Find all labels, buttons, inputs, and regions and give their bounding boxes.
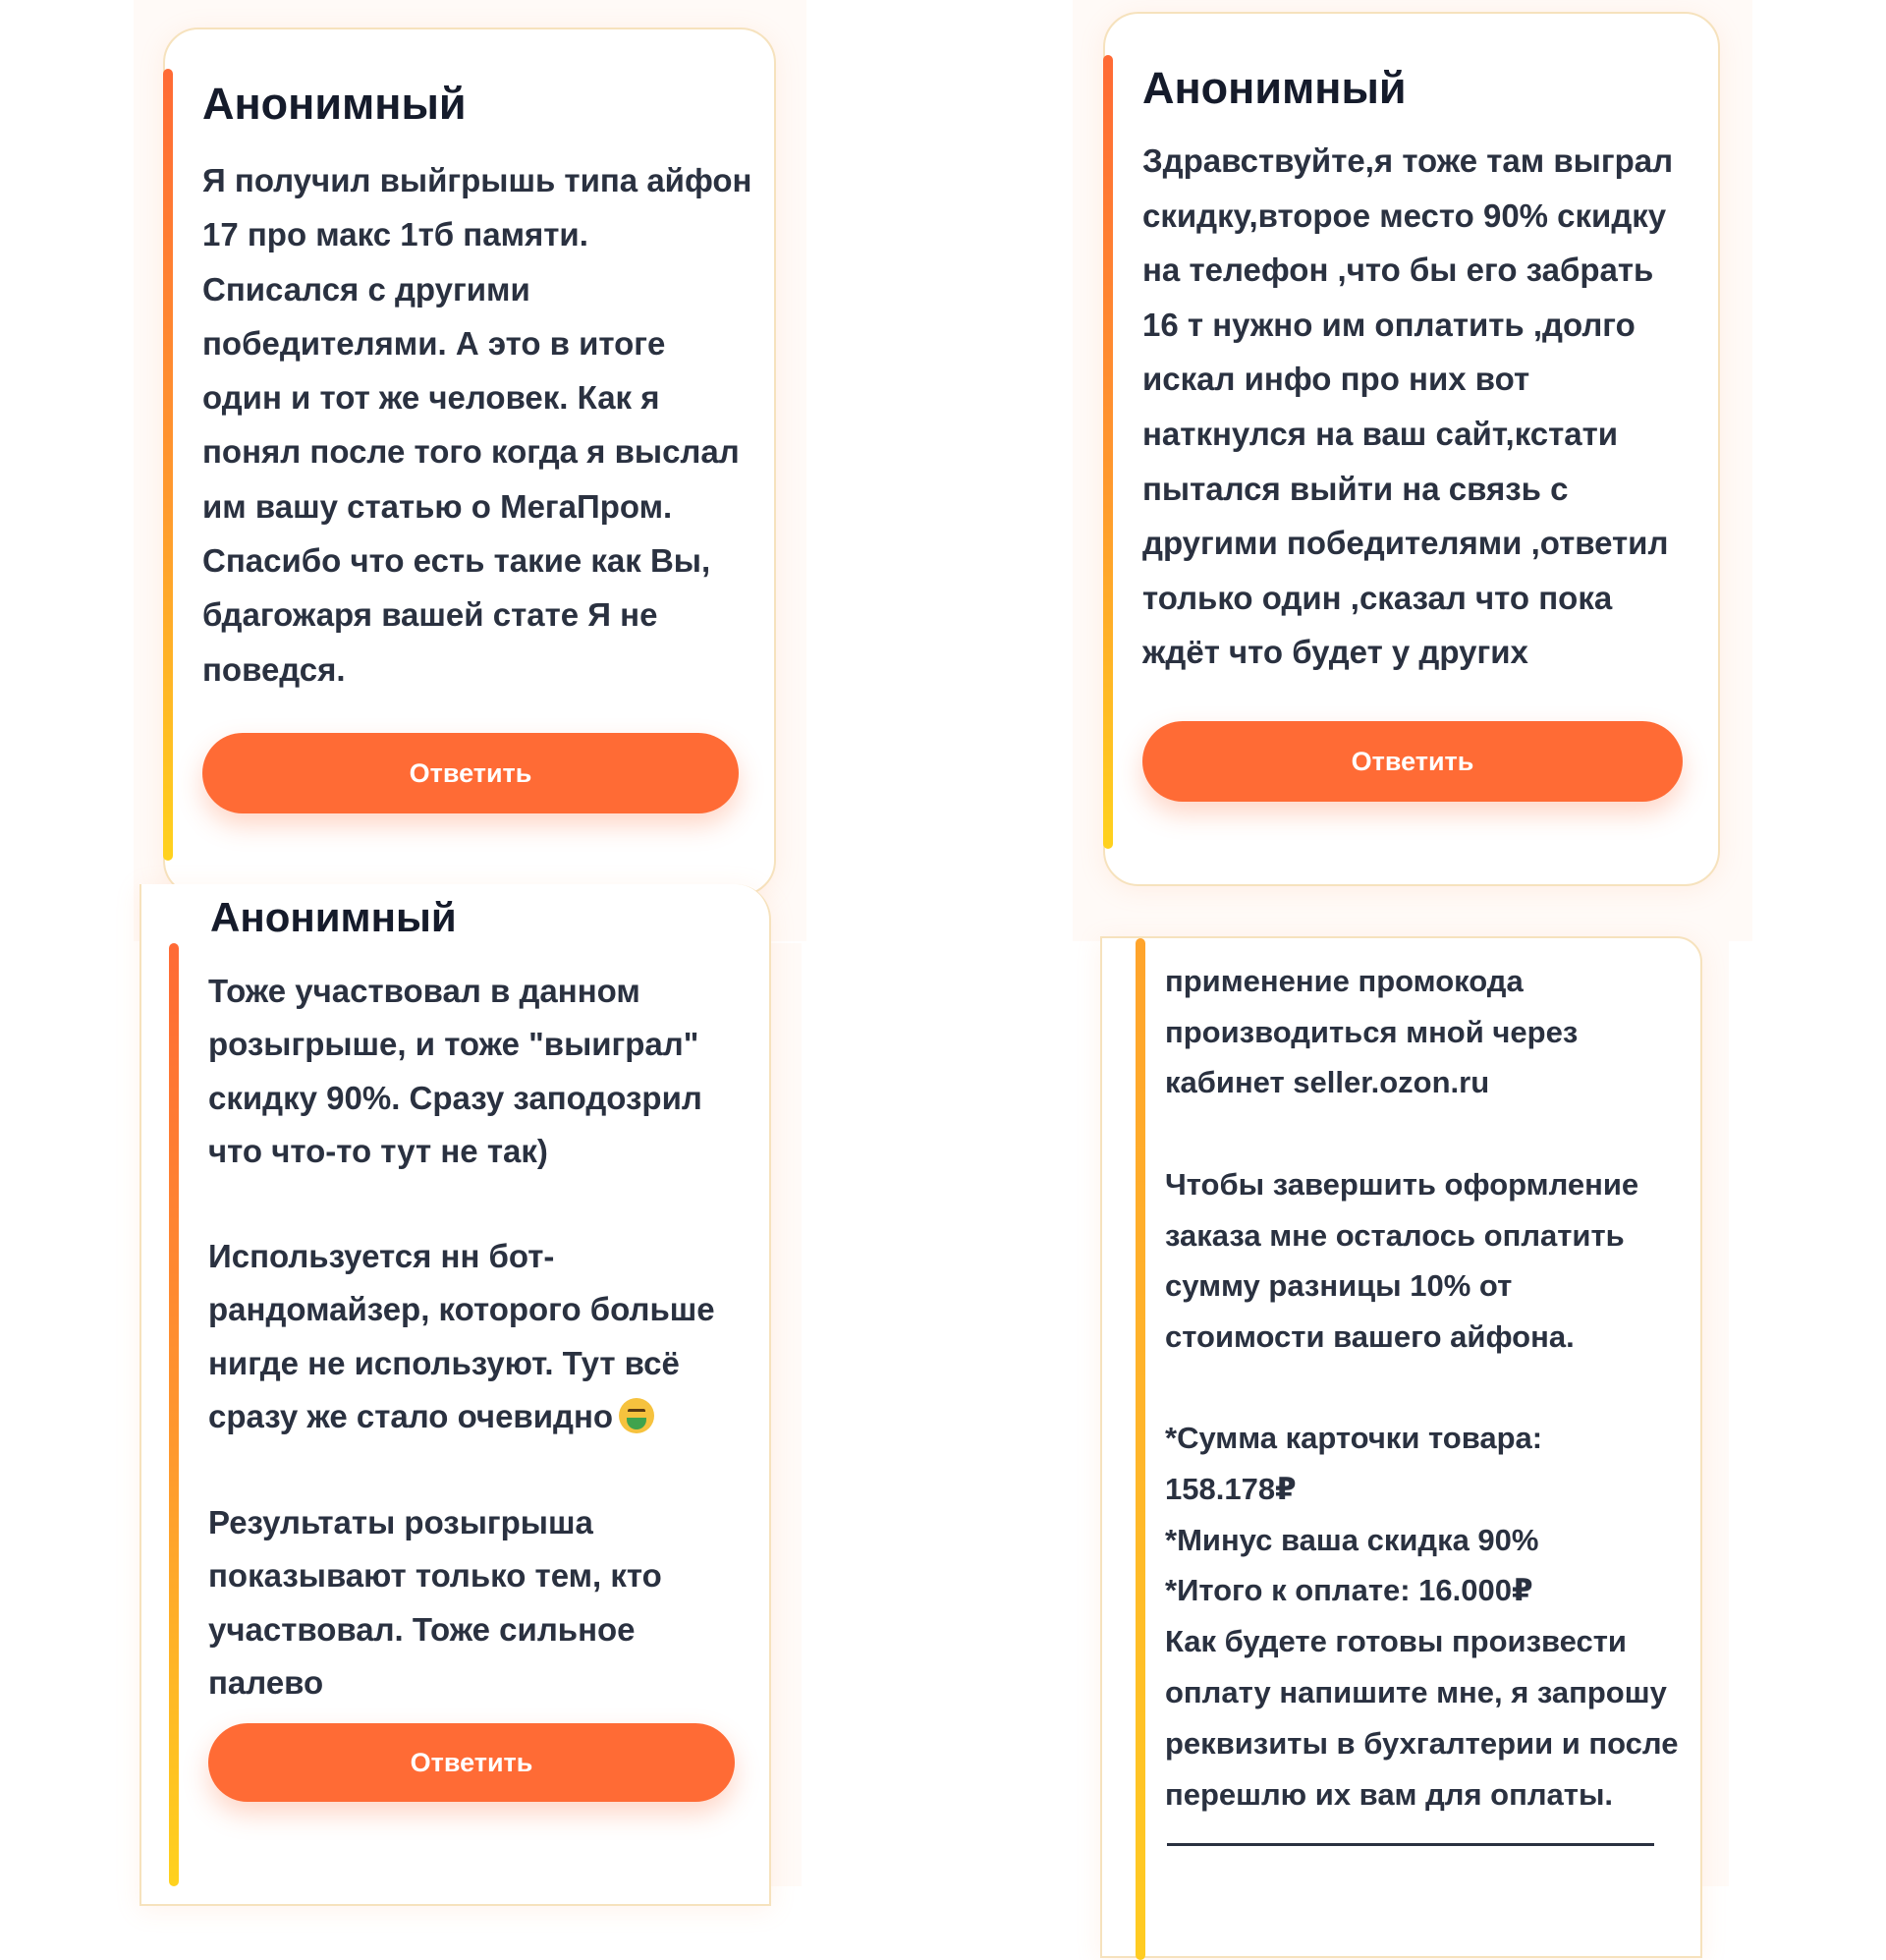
screenshot-panel-bottom-right (1100, 938, 1729, 1886)
message-paragraph: *Сумма карточки товара: 158.178₽ *Минус ваша скидка 90% *Итого к оплате: 16.000₽ Как будете готовы произвести оплату напишите мне, я запрошу реквизиты в бухгалтерии и после перешлю их вам для оплаты. (1165, 1421, 1679, 1812)
message-paragraph: применение промокода производиться мной через кабинет seller.ozon.ru (1165, 964, 1579, 1100)
reply-button[interactable]: Ответить (208, 1723, 735, 1802)
comment-card (1103, 12, 1720, 886)
screenshot-panel-top-left (134, 0, 806, 941)
message-paragraph: Чтобы завершить оформление заказа мне осталось оплатить сумму разницы 10% от стоимости вашего айфона. (1165, 1167, 1639, 1355)
comment-paragraph: Тоже участвовал в данном розыгрыше, и тоже "выиграл" скидку 90%. Сразу заподозрил что что-то тут не так) (208, 973, 702, 1169)
comment-card (1100, 936, 1702, 1958)
comment-paragraph-text: Используется нн бот- рандомайзер, которого больше нигде не используют. Тут всё сразу же стало очевидно (208, 1238, 715, 1434)
comment-card (139, 884, 771, 1906)
nauseated-face-icon (619, 1398, 654, 1433)
screenshot-panel-bottom-left (139, 894, 802, 1886)
comment-card (163, 28, 776, 896)
comment-author-cropped: Анонимный (210, 894, 457, 940)
comment-text: Здравствуйте,я тоже там выграл скидку,второе место 90% скидку на телефон ,что бы его забрать 16 т нужно им оплатить ,долго искал инфо про них вот наткнулся на ваш сайт,кстати пытался выйти на связь с другими победителями ,ответил только один ,сказал что пока ждёт что будет у других (1142, 142, 1674, 671)
comment-author: Анонимный (1142, 63, 1407, 113)
comment-accent-bar (163, 69, 173, 861)
comment-accent-bar (169, 943, 179, 1886)
screenshot-panel-top-right (1073, 0, 1752, 941)
comment-text: Я получил выйгрышь типа айфон 17 про макс 1тб памяти. Списался с другими победителями. А это в итоге один и тот же человек. Как я понял после того когда я выслал им вашу статью о МегаПром. Спасибо что есть такие как Вы, бдагожаря вашей стате Я не поведся. (202, 162, 752, 688)
comment-paragraph: Результаты розыгрыша показывают только тем, кто участвовал. Тоже сильное палево (208, 1504, 662, 1701)
comment-accent-bar (1136, 938, 1145, 1960)
reply-button[interactable]: Ответить (1142, 721, 1683, 802)
comment-paragraph (208, 1230, 758, 1443)
reply-button[interactable]: Ответить (202, 733, 739, 813)
comment-author: Анонимный (202, 79, 467, 129)
message-separator-line (1167, 1843, 1654, 1846)
comment-accent-bar (1103, 55, 1113, 849)
